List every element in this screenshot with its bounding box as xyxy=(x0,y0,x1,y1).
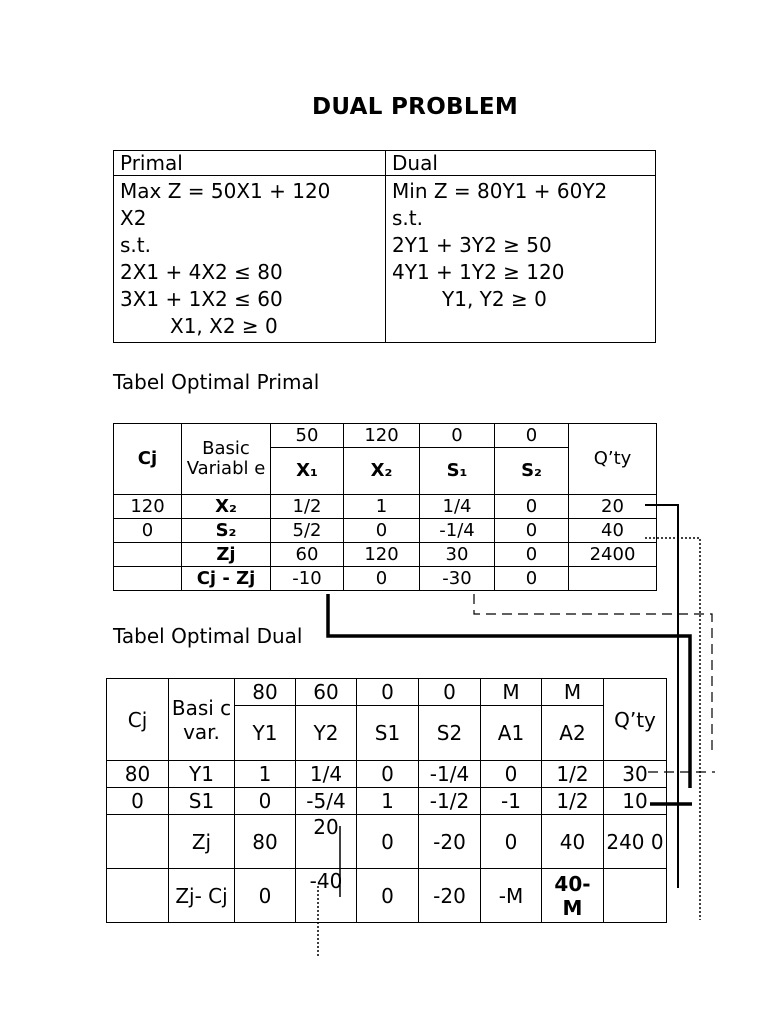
table-cell: 0 xyxy=(495,495,569,519)
variable-header: A2 xyxy=(542,706,604,761)
cj-header: Cj xyxy=(114,424,182,495)
table-cell: 1/4 xyxy=(420,495,495,519)
table-cell: S₂ xyxy=(182,519,271,543)
table-cell: 20 xyxy=(296,815,357,869)
table-cell: -1/4 xyxy=(420,519,495,543)
page-title: DUAL PROBLEM xyxy=(312,94,519,120)
table-cell: 1 xyxy=(344,495,420,519)
dual-constraint: 4Y1 + 1Y2 ≥ 120 xyxy=(392,260,565,284)
cj-value: 0 xyxy=(357,679,419,706)
cj-value: 0 xyxy=(495,424,569,448)
dual-objective: Min Z = 80Y1 + 60Y2 xyxy=(392,179,608,203)
table-cell: Zj xyxy=(182,543,271,567)
table-cell: 0 xyxy=(357,761,419,788)
connector-thick xyxy=(328,594,690,788)
table-cell: 60 xyxy=(271,543,344,567)
table-cell: 0 xyxy=(235,869,296,923)
primal-objective: Max Z = 50X1 + 120 xyxy=(120,179,331,203)
table-cell: 1 xyxy=(357,788,419,815)
table-cell: 0 xyxy=(495,543,569,567)
cj-value: 60 xyxy=(296,679,357,706)
table-cell: 1/2 xyxy=(271,495,344,519)
primal-st: s.t. xyxy=(120,233,151,257)
table-cell: -30 xyxy=(420,567,495,591)
dual-caption: Tabel Optimal Dual xyxy=(113,624,303,648)
table-cell: 0 xyxy=(107,788,169,815)
variable-header: X₂ xyxy=(344,448,420,495)
connector-dashed xyxy=(474,594,712,752)
variable-header: S₂ xyxy=(495,448,569,495)
table-cell: 240 0 xyxy=(604,815,667,869)
table-cell: -10 xyxy=(271,567,344,591)
table-cell: 1/2 xyxy=(542,788,604,815)
primal-header: Primal xyxy=(114,151,386,176)
table-cell: 0 xyxy=(357,815,419,869)
connector-solid xyxy=(645,505,678,888)
table-cell: 20 xyxy=(569,495,657,519)
table-cell: -5/4 xyxy=(296,788,357,815)
variable-header: X₁ xyxy=(271,448,344,495)
table-cell: Zj- Cj xyxy=(169,869,235,923)
table-cell: 1/4 xyxy=(296,761,357,788)
table-cell: 0 xyxy=(495,567,569,591)
cj-value: 0 xyxy=(419,679,481,706)
cj-value: M xyxy=(542,679,604,706)
table-cell: 120 xyxy=(344,543,420,567)
table-cell: 0 xyxy=(344,567,420,591)
table-cell: 40 xyxy=(569,519,657,543)
table-cell: 0 xyxy=(357,869,419,923)
table-cell: 5/2 xyxy=(271,519,344,543)
variable-header: S2 xyxy=(419,706,481,761)
table-cell: -1 xyxy=(481,788,542,815)
table-cell: 0 xyxy=(481,761,542,788)
table-cell: 30 xyxy=(420,543,495,567)
table-cell: 1/2 xyxy=(542,761,604,788)
primal-constraint: 3X1 + 1X2 ≤ 60 xyxy=(120,287,283,311)
table-cell: 1 xyxy=(235,761,296,788)
table-cell: Zj xyxy=(169,815,235,869)
table-cell: 2400 xyxy=(569,543,657,567)
primal-constraint: 2X1 + 4X2 ≤ 80 xyxy=(120,260,283,284)
table-cell: 40- M xyxy=(542,869,604,923)
variable-header: Y1 xyxy=(235,706,296,761)
primal-objective-cont: X2 xyxy=(120,206,147,230)
cj-value: M xyxy=(481,679,542,706)
cj-header: Cj xyxy=(107,679,169,761)
table-cell: -1/2 xyxy=(419,788,481,815)
table-cell: X₂ xyxy=(182,495,271,519)
dual-header: Dual xyxy=(386,151,656,176)
primal-nonneg: X1, X2 ≥ 0 xyxy=(170,314,278,338)
table-cell: 0 xyxy=(495,519,569,543)
cj-value: 80 xyxy=(235,679,296,706)
table-cell: S1 xyxy=(169,788,235,815)
variable-header: A1 xyxy=(481,706,542,761)
table-cell: 80 xyxy=(235,815,296,869)
qty-header: Q’ty xyxy=(569,424,657,495)
table-cell: 0 xyxy=(235,788,296,815)
basic-variable-header: Basi c var. xyxy=(169,679,235,761)
table-cell: 0 xyxy=(344,519,420,543)
table-cell: Y1 xyxy=(169,761,235,788)
table-cell: 120 xyxy=(114,495,182,519)
table-cell: 0 xyxy=(481,815,542,869)
table-cell: 0 xyxy=(114,519,182,543)
table-cell: -1/4 xyxy=(419,761,481,788)
cj-value: 120 xyxy=(344,424,420,448)
dual-nonneg: Y1, Y2 ≥ 0 xyxy=(442,287,547,311)
cj-value: 0 xyxy=(420,424,495,448)
table-cell: 30 xyxy=(604,761,667,788)
table-cell: -M xyxy=(481,869,542,923)
table-cell: Cj - Zj xyxy=(182,567,271,591)
primal-caption: Tabel Optimal Primal xyxy=(113,370,320,394)
table-cell: -40 xyxy=(296,869,357,923)
table-cell: 80 xyxy=(107,761,169,788)
table-cell: -20 xyxy=(419,869,481,923)
variable-header: S1 xyxy=(357,706,419,761)
table-cell: -20 xyxy=(419,815,481,869)
qty-header: Q’ty xyxy=(604,679,667,761)
table-cell: 40 xyxy=(542,815,604,869)
dual-st: s.t. xyxy=(392,206,423,230)
variable-header: Y2 xyxy=(296,706,357,761)
basic-variable-header: Basic Variabl e xyxy=(182,424,271,495)
variable-header: S₁ xyxy=(420,448,495,495)
dual-constraint: 2Y1 + 3Y2 ≥ 50 xyxy=(392,233,552,257)
table-cell: 10 xyxy=(604,788,667,815)
cj-value: 50 xyxy=(271,424,344,448)
